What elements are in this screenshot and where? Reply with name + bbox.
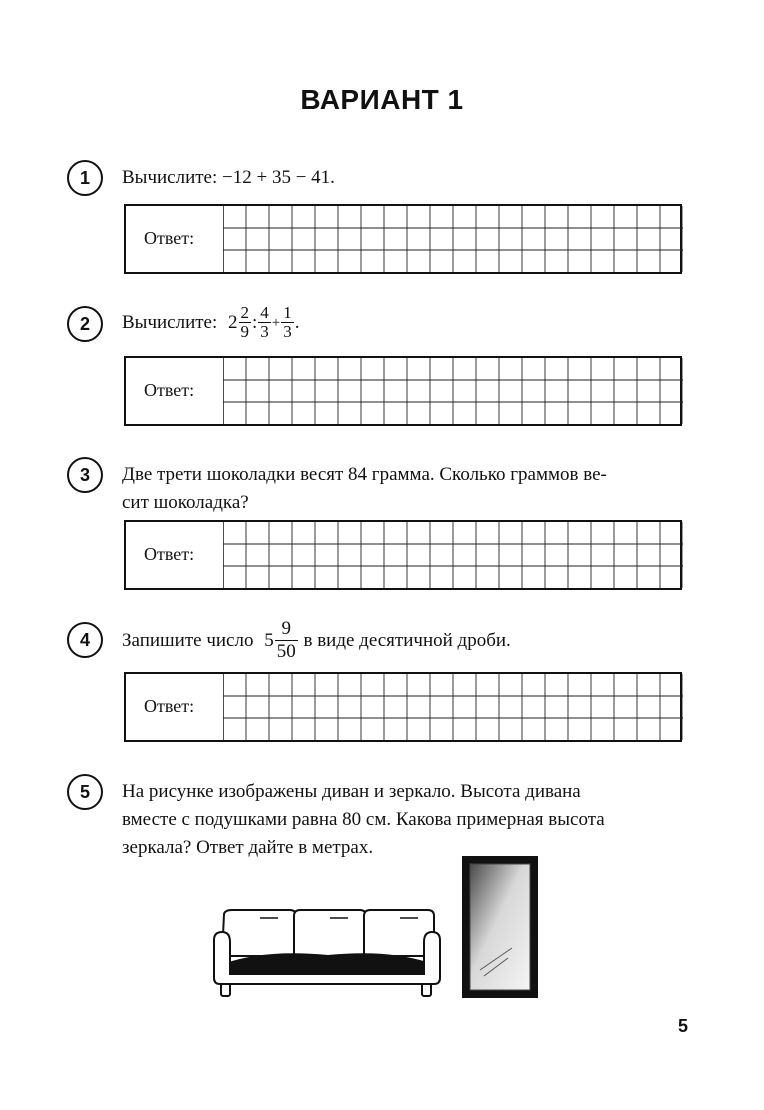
question-line-2: сит шоколадка?: [122, 492, 249, 513]
fraction-2: $\frac{4}{3}$: [260, 303, 269, 342]
divide-sign: :: [252, 311, 258, 333]
question-prefix-2: Вычислите:: [122, 311, 218, 333]
question-prefix-1: Вычислите:: [122, 167, 218, 188]
answer-label: Ответ:: [144, 380, 195, 400]
answer-box-4[interactable]: [124, 672, 682, 742]
question-line-1: На рисунке изображены диван и зеркало. Высота дивана: [122, 781, 581, 802]
page-title: ВАРИАНТ 1: [300, 84, 464, 115]
question-number-1: 1: [67, 160, 103, 196]
question-text-5: [122, 778, 692, 862]
question-line-1: Две трети шоколадки весят 84 грамма. Сколько граммов ве-: [122, 464, 607, 485]
expression-1: −12 + 35 − 41.: [222, 167, 335, 188]
plus-sign: +: [271, 314, 281, 331]
answer-label: Ответ:: [144, 544, 195, 564]
answer-label: Ответ:: [144, 696, 195, 716]
figure-sofa-mirror: [208, 852, 548, 1002]
answer-box-1[interactable]: [124, 204, 682, 274]
question-text-3: [122, 461, 692, 517]
whole-part: 5: [264, 629, 274, 651]
page-number: 5: [677, 1016, 688, 1036]
question-line-2: вместе с подушками равна 80 см. Какова примерная высота: [122, 809, 605, 830]
mirror-icon: [462, 856, 538, 998]
question-number-2: 2: [67, 306, 103, 342]
answer-grid[interactable]: [223, 522, 683, 588]
sofa-icon: [214, 910, 440, 996]
answer-grid[interactable]: [223, 358, 683, 424]
answer-grid[interactable]: [223, 206, 683, 272]
fraction-1: $\frac{2}{9}$: [240, 303, 250, 342]
answer-box-3[interactable]: [124, 520, 682, 590]
question-number-4: 4: [67, 622, 103, 658]
question-prefix-4: Запишите число: [122, 629, 254, 651]
question-text-2: [122, 302, 300, 343]
whole-part: 2: [228, 311, 238, 333]
question-number-3: 3: [67, 457, 103, 493]
period: .: [294, 311, 300, 333]
answer-box-2[interactable]: [124, 356, 682, 426]
answer-label: Ответ:: [144, 228, 195, 248]
fraction-3: $\frac{1}{3}$: [283, 303, 292, 342]
question-line-3: зеркала? Ответ дайте в метрах.: [122, 837, 374, 858]
question-number-5: 5: [67, 774, 103, 810]
fraction-9-50: $\frac{9}{50}$: [276, 618, 296, 663]
question-text-1: [122, 164, 335, 192]
answer-grid[interactable]: [223, 674, 683, 740]
question-text-4: [122, 616, 511, 665]
question-suffix-4: в виде десятичной дроби.: [303, 629, 511, 651]
